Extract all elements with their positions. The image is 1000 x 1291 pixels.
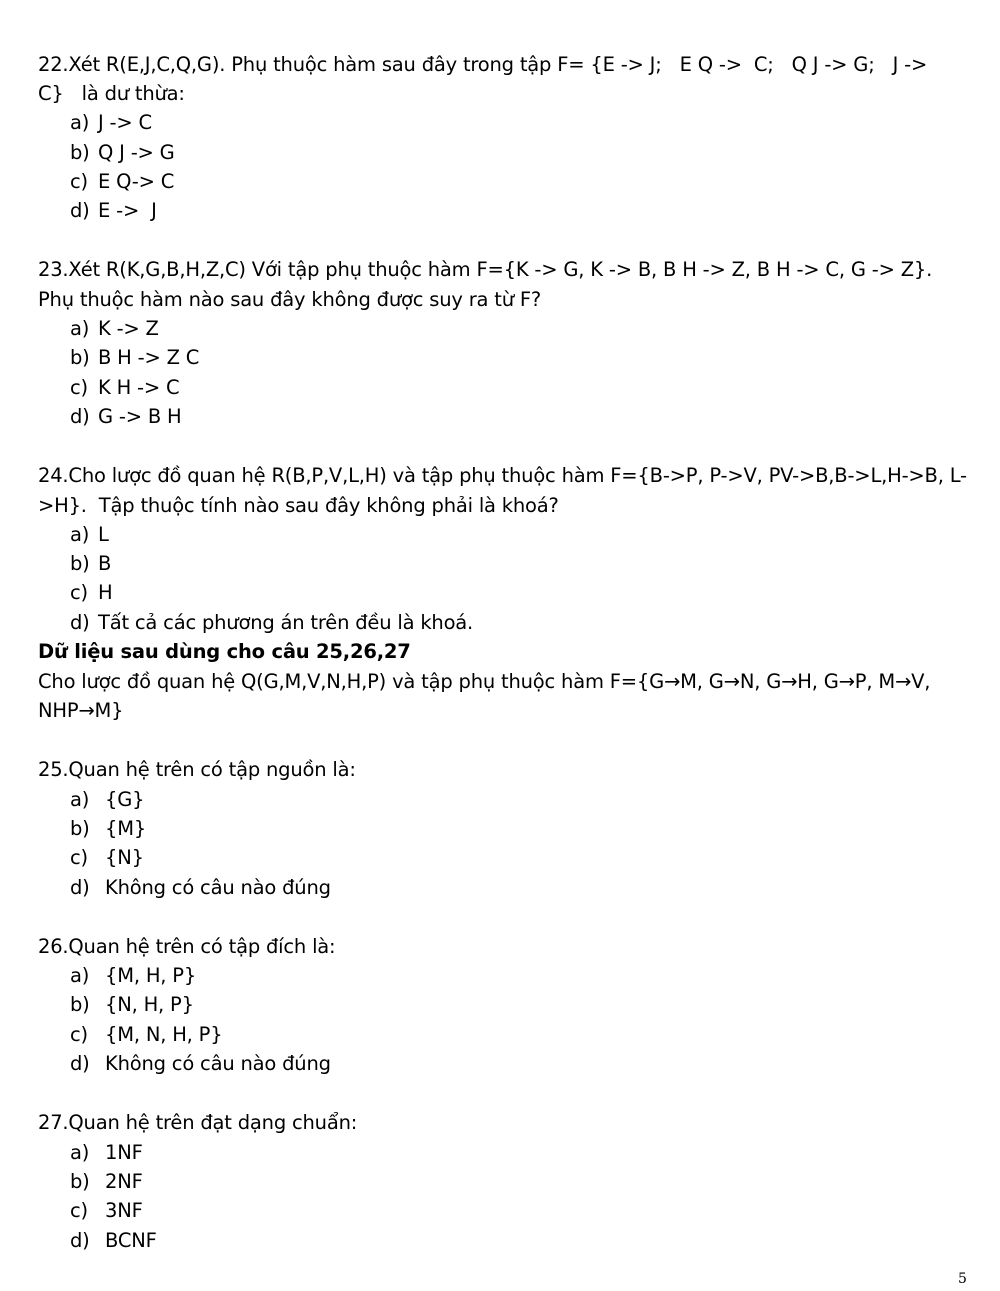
q26-option-c: c) {M, N, H, P} xyxy=(70,1023,223,1046)
q22-option-b: b) Q J -> G xyxy=(70,141,175,164)
q24-option-a: a) L xyxy=(70,523,109,546)
q23-option-a: a) K -> Z xyxy=(70,317,159,340)
q22-option-d: d) E -> J xyxy=(70,199,157,222)
q27-option-c: c) 3NF xyxy=(70,1199,143,1222)
shared-data-heading: Dữ liệu sau dùng cho câu 25,26,27 xyxy=(38,640,411,663)
q24-option-c: c) H xyxy=(70,581,113,604)
q27-option-a: a) 1NF xyxy=(70,1141,143,1164)
q25-option-b: b) {M} xyxy=(70,817,147,840)
q22-option-a: a) J -> C xyxy=(70,111,152,134)
q26-option-d: d) Không có câu nào đúng xyxy=(70,1052,331,1075)
q23-option-c: c) K H -> C xyxy=(70,376,180,399)
q24-stem-line1: 24.Cho lược đồ quan hệ R(B,P,V,L,H) và tập phụ thuộc hàm F={B->P, P->V, PV->B,B->L,H->B, L- xyxy=(38,464,967,487)
shared-data-line1: Cho lược đồ quan hệ Q(G,M,V,N,H,P) và tập phụ thuộc hàm F={G→M, G→N, G→H, G→P, M→V, xyxy=(38,670,931,693)
page-number: 5 xyxy=(958,1271,967,1287)
q23-stem-line2: Phụ thuộc hàm nào sau đây không được suy ra từ F? xyxy=(38,288,542,311)
q22-stem-line1: 22.Xét R(E,J,C,Q,G). Phụ thuộc hàm sau đây trong tập F= {E -> J; E Q -> C; Q J -> G; J -> xyxy=(38,53,928,76)
q25-option-c: c) {N} xyxy=(70,846,144,869)
q26-stem: 26.Quan hệ trên có tập đích là: xyxy=(38,935,336,958)
q25-option-a: a) {G} xyxy=(70,788,145,811)
q26-option-b: b) {N, H, P} xyxy=(70,993,194,1016)
q25-option-d: d) Không có câu nào đúng xyxy=(70,876,331,899)
q24-option-d: d) Tất cả các phương án trên đều là khoá. xyxy=(70,611,474,634)
q24-stem-line2: >H}. Tập thuộc tính nào sau đây không phải là khoá? xyxy=(38,494,559,517)
q23-option-b: b) B H -> Z C xyxy=(70,346,200,369)
q27-stem: 27.Quan hệ trên đạt dạng chuẩn: xyxy=(38,1111,358,1134)
q25-stem: 25.Quan hệ trên có tập nguồn là: xyxy=(38,758,356,781)
q26-option-a: a) {M, H, P} xyxy=(70,964,197,987)
q22-option-c: c) E Q-> C xyxy=(70,170,175,193)
q23-option-d: d) G -> B H xyxy=(70,405,182,428)
q27-option-d: d) BCNF xyxy=(70,1229,157,1252)
q24-option-b: b) B xyxy=(70,552,112,575)
q22-stem-line2: C} là dư thừa: xyxy=(38,82,185,105)
q23-stem-line1: 23.Xét R(K,G,B,H,Z,C) Với tập phụ thuộc hàm F={K -> G, K -> B, B H -> Z, B H -> C, G -> Z}. xyxy=(38,258,933,281)
q27-option-b: b) 2NF xyxy=(70,1170,143,1193)
shared-data-line2: NHP→M} xyxy=(38,699,124,722)
